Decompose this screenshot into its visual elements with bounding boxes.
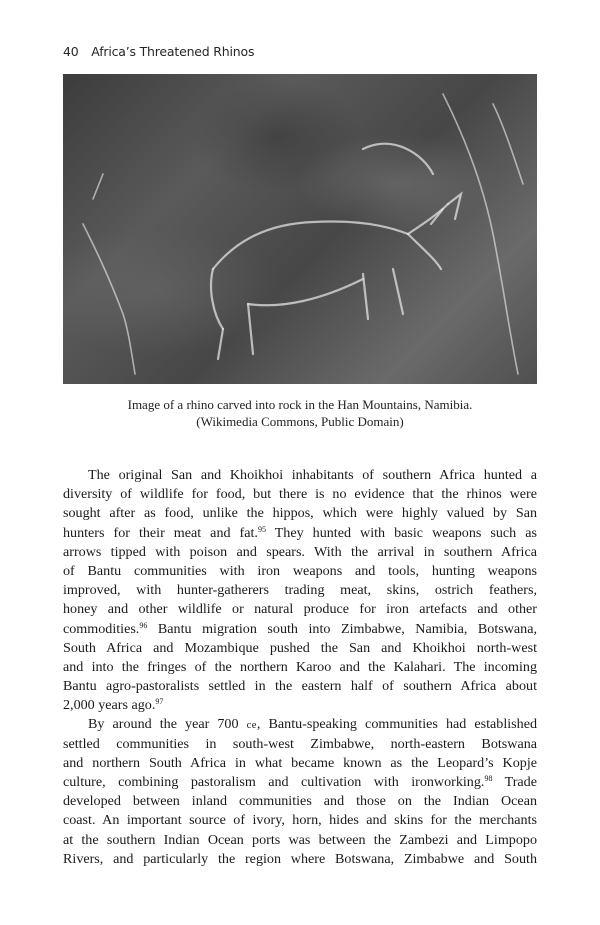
- body-text: [63, 466, 537, 869]
- text-line: of Bantu communities with iron weapons and tools, hunting weapons: [63, 562, 537, 579]
- paragraph-1: [63, 466, 537, 715]
- text-line: arrows tipped with poison and spears. With the arrival in southern Africa: [63, 543, 537, 560]
- text-line: culture, combining pastoralism and cultivation with ironworking.$^{98}$ Trade: [63, 774, 537, 790]
- text-line: improved, with hunter-gatherers trading meat, skins, ostrich feathers,: [63, 582, 537, 599]
- text-line: and into the fringes of the northern Karoo and the Kalahari. The incoming: [63, 658, 537, 675]
- caption-line-1: Image of a rhino carved into rock in the Han Mountains, Namibia.: [127, 397, 473, 412]
- figure-caption: [63, 396, 537, 430]
- paragraph-2: [63, 715, 537, 869]
- text-line: By around the year 700 ce, Bantu-speaking communities had established: [88, 716, 538, 733]
- rock-carving-photo: [63, 74, 537, 384]
- footnote-ref: 98: [484, 774, 493, 783]
- text-line: The original San and Khoikhoi inhabitants of southern Africa hunted a: [88, 467, 537, 483]
- caption-line-2: (Wikimedia Commons, Public Domain): [196, 414, 404, 429]
- text-line: hunters for their meat and fat.$^{95}$ They hunted with basic weapons such as: [63, 524, 537, 541]
- footnote-ref: 97: [155, 697, 164, 707]
- text-line: diversity of wildlife for food, but there is no evidence that the rhinos were: [63, 486, 537, 503]
- text-line: sought after as food, unlike the hippos, which were highly valued by San: [63, 505, 537, 522]
- footnote-ref: 96: [139, 620, 148, 630]
- text-line: coast. An important source of ivory, horn, hides and skins for the merchants: [63, 812, 537, 829]
- page-number: 40: [63, 44, 79, 59]
- era-smallcaps: ce: [246, 720, 257, 732]
- text-line: at the southern Indian Ocean ports was between the Zambezi and Limpopo: [63, 831, 537, 848]
- running-head: [63, 44, 254, 59]
- text-line: developed between inland communities and those on the Indian Ocean: [63, 793, 537, 810]
- text-line: and northern South Africa in what became known as the Leopard’s Kopje: [63, 754, 537, 771]
- rhino-carving-illustration: [63, 74, 537, 384]
- text-line: 2,000 years ago.$^{97}$: [63, 697, 164, 714]
- text-line: South Africa and Mozambique pushed the San and Khoikhoi north-west: [63, 639, 537, 656]
- text-line: honey and other wildlife or natural produce for iron artefacts and other: [63, 601, 537, 618]
- book-title: Africa’s Threatened Rhinos: [91, 44, 255, 59]
- text-line: Bantu agro-pastoralists settled in the eastern half of southern Africa about: [63, 678, 537, 695]
- text-line: Rivers, and particularly the region where Botswana, Zimbabwe and South: [63, 850, 537, 867]
- text-line: settled communities in south-west Zimbabwe, north-eastern Botswana: [63, 735, 537, 752]
- text-line: commodities.$^{96}$ Bantu migration south into Zimbabwe, Namibia, Botswana,: [63, 620, 537, 637]
- footnote-ref: 95: [257, 524, 266, 534]
